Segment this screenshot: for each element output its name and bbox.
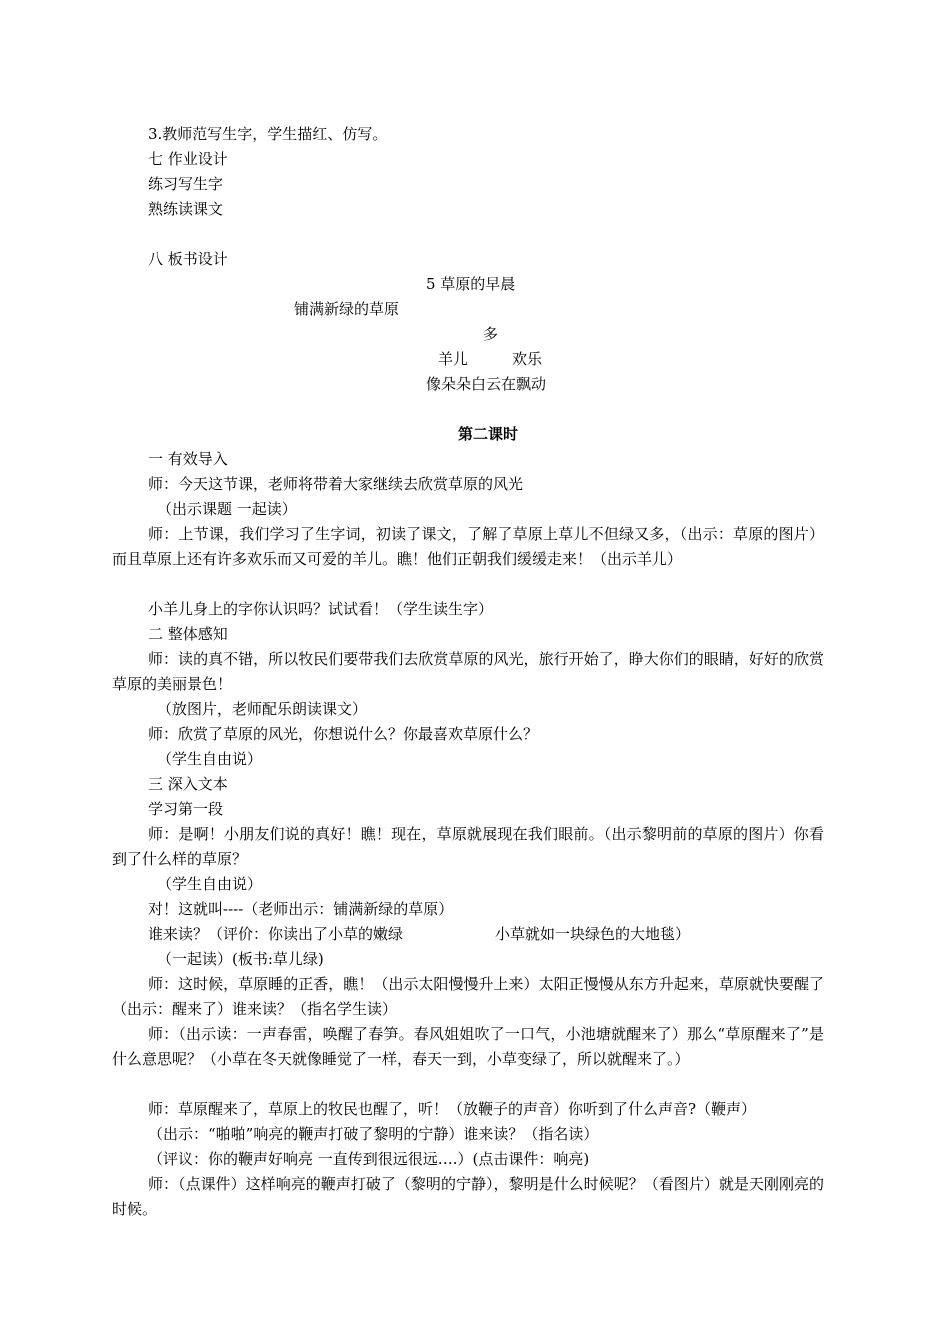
homework-item-2: 熟练读课文 [148,200,224,218]
paragraph: 师：今天这节课，老师将带着大家继续去欣赏草原的风光 [148,475,524,493]
board-line-3b: 欢乐 [512,350,543,368]
homework-item-1: 练习写生字 [148,175,224,193]
board-line-1: 铺满新绿的草原 [294,300,400,318]
paragraph: 师：（出示读：一声春雷，唤醒了春笋。春风姐姐吹了一口气，小池塘就醒来了）那么“草原醒来了”是什么意思呢？（小草在冬天就像睡觉了一样，春天一到，小草变绿了，所以就醒来了。） [112,1025,824,1068]
paragraph: 师：（点课件）这样响亮的鞭声打破了（黎明的宁静），黎明是什么时候呢？（看图片）就是天刚刚亮的时候。 [112,1175,824,1218]
paragraph: （出示课题 一起读） [157,500,297,518]
board-line-3a: 羊儿 [438,350,469,368]
section-7-heading: 七 作业设计 [148,150,228,168]
paragraph: 师：欣赏了草原的风光，你想说什么？你最喜欢草原什么？ [148,725,539,743]
board-line-2: 多 [483,325,499,343]
paragraph: 小羊儿身上的字你认识吗？试试看！（学生读生字） [148,600,494,618]
paragraph: （一起读）(板书:草儿绿) [157,950,324,968]
paragraph: 师：是啊！小朋友们说的真好！瞧！现在，草原就展现在我们眼前。（出示黎明前的草原的图片）你看到了什么样的草原？ [112,825,824,868]
paragraph: 对！这就叫----（老师出示：铺满新绿的草原） [148,900,454,918]
paragraph: （学生自由说） [157,875,263,893]
paragraph: 师：草原醒来了，草原上的牧民也醒了，听！（放鞭子的声音）你听到了什么声音?（鞭声） [148,1100,757,1118]
paragraph: 师：这时候，草原睡的正香，瞧！（出示太阳慢慢升上来）太阳正慢慢从东方升起来，草原就快要醒了（出示：醒来了）谁来读？（指名学生读） [112,975,824,1018]
paragraph: （评议：你的鞭声好响亮 一直传到很远很远….）(点击课件：响亮) [148,1150,590,1168]
section-1-heading: 一 有效导入 [148,450,228,468]
board-line-4: 像朵朵白云在飘动 [426,375,547,393]
paragraph: 学习第一段 [148,800,224,818]
paragraph: 谁来读？（评价：你读出了小草的嫩绿 [148,925,404,943]
homework-step-3: 3.教师范写生字，学生描红、仿写。 [148,125,388,143]
lesson-2-heading: 第二课时 [458,425,519,443]
paragraph: （学生自由说） [157,750,263,768]
section-3-heading: 三 深入文本 [148,775,228,793]
section-2-heading: 二 整体感知 [148,625,228,643]
section-8-heading: 八 板书设计 [148,250,228,268]
paragraph: （出示：“啪啪”响亮的鞭声打破了黎明的宁静）谁来读？（指名读） [148,1125,599,1143]
paragraph: 师：上节课，我们学习了生字词，初读了课文，了解了草原上草儿不但绿又多，（出示：草原的图片）而且草原上还有许多欢乐而又可爱的羊儿。瞧！他们正朝我们缓缓走来！（出示羊儿） [112,525,824,568]
board-title: 5 草原的早晨 [426,275,516,293]
paragraph: 小草就如一块绿色的大地毯） [495,925,691,943]
paragraph: （放图片，老师配乐朗读课文） [157,700,368,718]
paragraph: 师：读的真不错，所以牧民们要带我们去欣赏草原的风光，旅行开始了，睁大你们的眼睛，好好的欣赏草原的美丽景色！ [112,650,824,693]
